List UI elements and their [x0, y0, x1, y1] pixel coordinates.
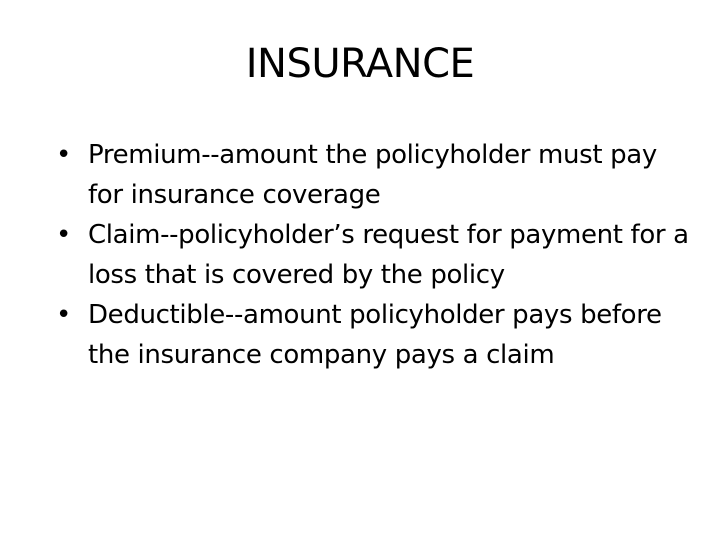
bullet-icon: •	[56, 220, 71, 250]
bullet-text: Premium--amount the policyholder must pay for insurance coverage	[88, 140, 657, 210]
slide-title: INSURANCE	[245, 41, 475, 87]
bullet-icon: •	[56, 300, 71, 330]
bullet-text: Claim--policyholder’s request for payment for a loss that is covered by the policy	[88, 220, 689, 290]
bullet-list	[56, 135, 696, 375]
bullet-item-claim	[56, 215, 696, 295]
bullet-item-premium	[56, 135, 696, 215]
bullet-item-deductible	[56, 295, 696, 375]
bullet-icon: •	[56, 140, 71, 170]
bullet-text: Deductible--amount policyholder pays before the insurance company pays a claim	[88, 300, 662, 370]
